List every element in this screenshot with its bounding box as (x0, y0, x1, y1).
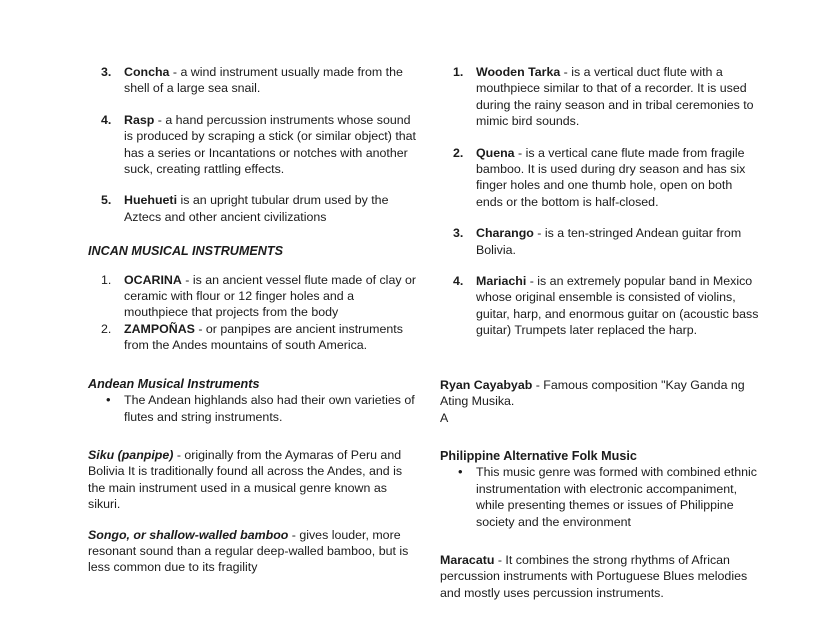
right-column (440, 64, 760, 601)
list-marker: 4. (453, 274, 464, 289)
siku-paragraph (88, 447, 418, 513)
list-item (88, 392, 418, 425)
list-marker: 2. (101, 321, 112, 336)
list-item-term: Charango (476, 226, 534, 241)
list-item (440, 464, 760, 530)
list-item-description: - is a vertical cane flute made from fragile bamboo. It is used during dry season and has six finger holes and one thumb hole, open on both ends or the bottom is half-closed. (476, 145, 746, 209)
siku-description: - originally from the Aymaras of Peru and Bolivia It is traditionally found all across the Andes, and is the main instrument used in a musical genre known as sikuri. (88, 447, 403, 512)
stray-letter: A (440, 410, 449, 425)
spacer (440, 339, 760, 361)
list-item (88, 321, 418, 354)
list-item-description: - is an ancient vessel flute made of clay or ceramic with flour or 12 finger holes and a mouthpiece that projects from the body (124, 272, 416, 320)
list-item-term: Huehueti (124, 193, 178, 208)
list-marker: 5. (101, 193, 112, 208)
songo-paragraph (88, 527, 418, 576)
songo-term: Songo, or shallow-walled bamboo (88, 527, 289, 542)
list-item-description: - or panpipes are ancient instruments from the Andes mountains of south America. (124, 321, 403, 353)
bullet-icon: • (106, 391, 111, 407)
andean-instruments-heading: Andean Musical Instruments (88, 376, 260, 391)
list-item-description: - a wind instrument usually made from the shell of a large sea snail. (124, 65, 403, 96)
list-item (440, 64, 760, 130)
list-item (440, 273, 760, 339)
list-item-term: Mariachi (476, 274, 527, 289)
list-item-term: ZAMPOÑAS (124, 321, 195, 336)
spacer (440, 530, 760, 552)
spacer (88, 354, 418, 376)
spacer (440, 426, 760, 448)
maracatu-term: Maracatu (440, 552, 495, 567)
list-item (88, 272, 418, 321)
list-item-description: - is an extremely popular band in Mexico whose original ensemble is consisted of violins, guitar, harp, and enormous guitar on (acoustic bass guitar) Trumpets later replaced the harp. (476, 274, 759, 338)
list-marker: 3. (453, 226, 464, 241)
list-item (88, 192, 418, 225)
list-marker: 4. (101, 112, 112, 127)
siku-term: Siku (panpipe) (88, 447, 174, 462)
list-item-description: - is a ten-stringed Andean guitar from Bolivia. (476, 226, 742, 257)
andean-instrument-types-list (440, 64, 760, 339)
cayabyab-paragraph (440, 377, 760, 410)
incan-instruments-list (88, 272, 418, 354)
two-column-layout (0, 64, 828, 601)
list-item-term: Wooden Tarka (476, 65, 561, 79)
list-item (440, 225, 760, 258)
incan-instruments-heading: INCAN MUSICAL INSTRUMENTS (88, 244, 283, 259)
maracatu-paragraph (440, 552, 760, 601)
list-item-description: - is a vertical duct flute with a mouthpiece similar to that of a recorder. It is used during the rainy season and in tribal ceremonies to mimic bird sounds. (476, 65, 754, 129)
list-item-description: is an upright tubular drum used by the Aztecs and other ancient civilizations (124, 193, 389, 224)
andean-instruments-bullets (88, 392, 418, 425)
cayabyab-description: - Famous composition "Kay Ganda ng Ating Musika. (440, 377, 745, 409)
list-marker: 2. (453, 145, 464, 160)
bullet-icon: • (458, 463, 463, 479)
aztec-instruments-list (88, 64, 418, 225)
list-item-description: - a hand percussion instruments whose sound is produced by scraping a stick (or similar object) that has a series or Incantations or notches with another suck, creating rattling effects. (124, 112, 416, 177)
maracatu-description: - It combines the strong rhythms of African percussion instruments with Portuguese Blues melodies and mostly uses percussion instruments. (440, 552, 748, 600)
left-column (88, 64, 418, 576)
list-marker: 3. (101, 65, 112, 79)
cayabyab-term: Ryan Cayabyab (440, 377, 533, 392)
list-item (88, 112, 418, 178)
songo-description: - gives louder, more resonant sound than a regular deep-walled bamboo, but is less common due to its fragility (88, 527, 409, 575)
list-item-text: The Andean highlands also had their own varieties of flutes and string instruments. (124, 393, 415, 424)
list-item-term: Quena (476, 145, 515, 160)
list-item (88, 64, 418, 97)
spacer (88, 513, 418, 527)
list-item (440, 145, 760, 211)
list-item-term: OCARINA (124, 272, 182, 287)
list-item-text: This music genre was formed with combined ethnic instrumentation with electronic accompaniment, while presenting themes or issues of Philippine society and the environment (476, 465, 757, 529)
spacer (88, 260, 418, 272)
list-item-term: Concha (124, 65, 170, 79)
list-marker: 1. (101, 272, 112, 287)
spacer (88, 425, 418, 447)
spacer (440, 361, 760, 377)
folk-music-bullets (440, 464, 760, 530)
list-item-term: Rasp (124, 112, 155, 127)
folk-music-heading: Philippine Alternative Folk Music (440, 448, 637, 463)
list-marker: 1. (453, 65, 464, 79)
spacer (88, 225, 418, 243)
